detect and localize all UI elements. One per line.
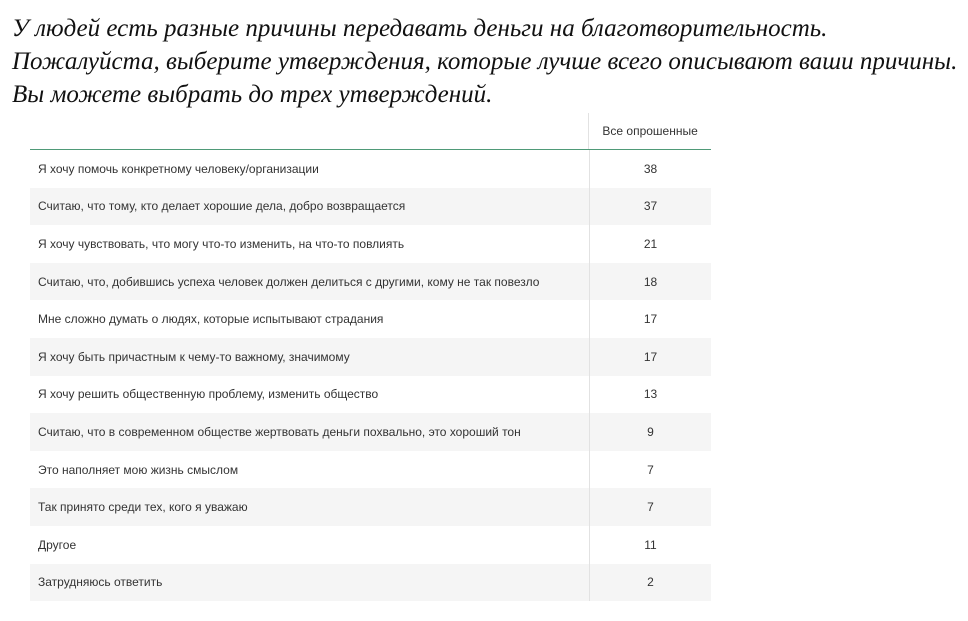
- row-label: Я хочу решить общественную проблему, изменить общество: [38, 387, 379, 402]
- row-value: 37: [589, 188, 711, 226]
- table-row: [30, 526, 711, 564]
- question-text: У людей есть разные причины передавать деньги на благотворительность. Пожалуйста, выберите утверждения, которые лучше всего описывают ваши причины. Вы можете выбрать до трех утверждений.: [12, 15, 958, 108]
- header-empty-cell: [30, 113, 588, 149]
- row-value: 11: [589, 526, 711, 564]
- row-value: 2: [589, 564, 711, 602]
- row-value: 18: [589, 263, 711, 301]
- row-value: 7: [589, 488, 711, 526]
- table-row: [30, 451, 711, 489]
- table-row: [30, 225, 711, 263]
- row-label: Другое: [38, 537, 77, 552]
- row-label: Считаю, что, добившись успеха человек должен делиться с другими, кому не так повезло: [38, 274, 540, 289]
- row-label: Считаю, что в современном обществе жертвовать деньги похвально, это хороший тон: [38, 424, 521, 439]
- table-row: [30, 188, 711, 226]
- row-value: 17: [589, 338, 711, 376]
- row-label: Я хочу помочь конкретному человеку/организации: [38, 161, 319, 176]
- row-value: 7: [589, 451, 711, 489]
- table-row: [30, 150, 711, 188]
- row-value: 13: [589, 376, 711, 414]
- table-row: [30, 300, 711, 338]
- table-body: [30, 150, 711, 601]
- row-value: 21: [589, 225, 711, 263]
- table-row: [30, 338, 711, 376]
- row-label: Это наполняет мою жизнь смыслом: [38, 462, 239, 477]
- row-label: Я хочу чувствовать, что могу что-то изменить, на что-то повлиять: [38, 236, 405, 251]
- table-row: [30, 376, 711, 414]
- row-label: Я хочу быть причастным к чему-то важному, значимому: [38, 349, 350, 364]
- table-row: [30, 413, 711, 451]
- row-label: Так принято среди тех, кого я уважаю: [38, 500, 248, 515]
- survey-table: [30, 113, 711, 601]
- row-label: Мне сложно думать о людях, которые испытывают страдания: [38, 312, 384, 327]
- table-row: [30, 263, 711, 301]
- row-value: 38: [589, 150, 711, 188]
- row-label: Затрудняюсь ответить: [38, 575, 163, 590]
- row-value: 9: [589, 413, 711, 451]
- table-row: [30, 564, 711, 602]
- row-value: 17: [589, 300, 711, 338]
- table-row: [30, 488, 711, 526]
- table-header-row: [30, 113, 711, 150]
- row-label: Считаю, что тому, кто делает хорошие дела, добро возвращается: [38, 199, 406, 214]
- column-header: Все опрошенные: [588, 113, 711, 149]
